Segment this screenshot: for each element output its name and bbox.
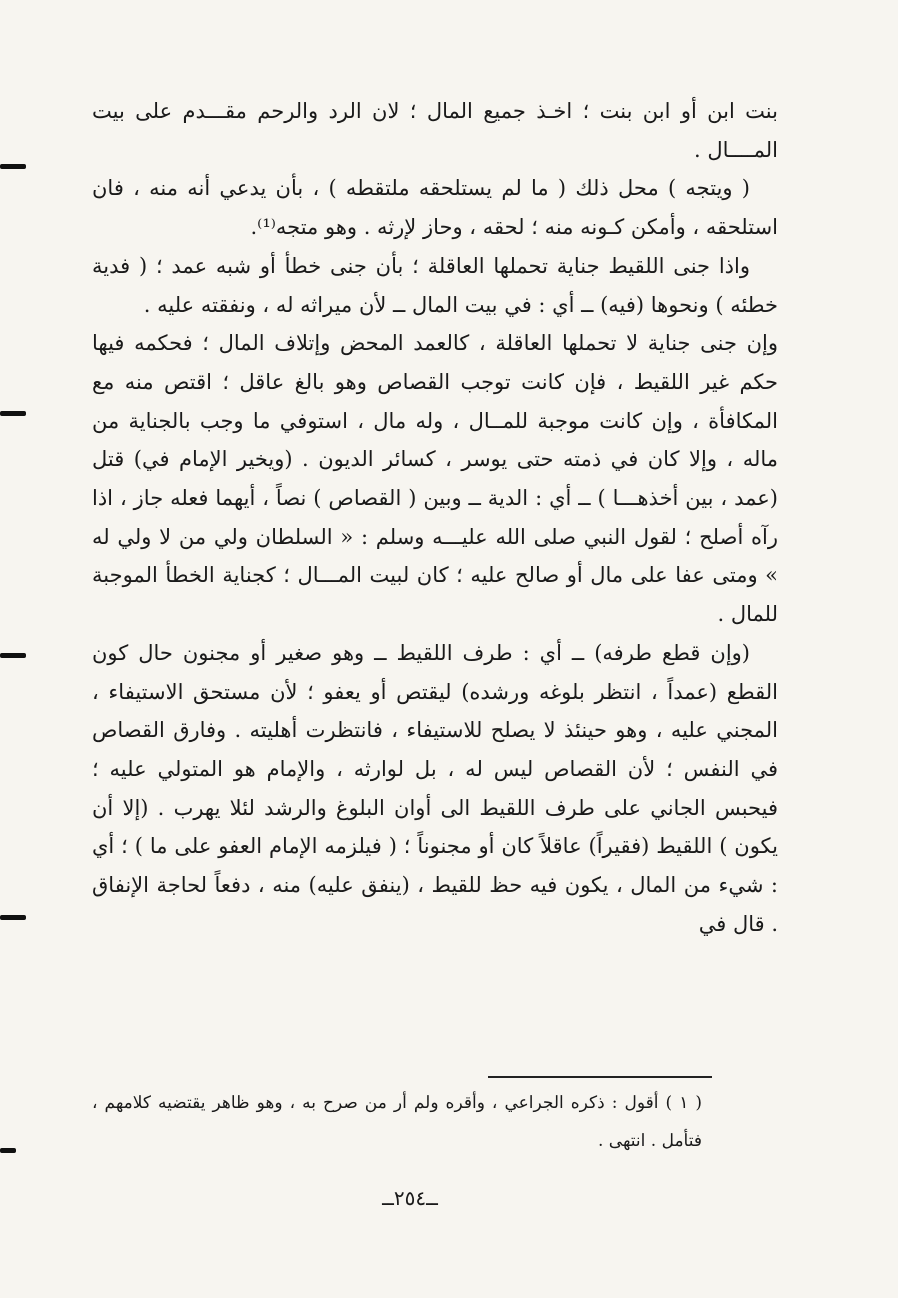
paragraph-1: بنت ابن أو ابن بنت ؛ اخـذ جميع المال ؛ لان الرد والرحم مقـــدم على بيت المــــال . — [92, 99, 778, 162]
paragraph-2: ( ويتجه ) محل ذلك ( ما لم يستلحقه ملتقطه ) ، بأن يدعي أنه منه ، فان استلحقه ، وأمكن كـونه منه ؛ لحقه ، وحاز لإرثه . وهو متجه⁽¹⁾. — [92, 176, 778, 240]
footnote-divider — [488, 1076, 712, 1078]
scan-margin-mark — [0, 915, 26, 920]
scan-margin-mark — [0, 164, 26, 169]
paragraph-5: (وإن قطع طرفه) ــ أي : طرف اللقيط ــ وهو صغير أو مجنون حال كون القطع (عمداً ، انتظر بلوغه ورشده) ليقتص أو يعفو ؛ لأن مستحق الاستيفاء ، المجني عليه ، وهو حينئذ لا يصلح للاستيفاء ، فانتظرت أهليته . وفارق القصاص في النفس ؛ لأن القصاص ليس له ، بل لوارثه ، والإمام هو المتولي عليه ؛ فيحبس الجاني على طرف اللقيط الى أوان البلوغ والرشد لئلا يهرب . (إلا أن يكون ) اللقيط (فقيراً) عاقلاً كان أو مجنوناً ؛ ( فيلزمه الإمام العفو على ما ) ؛ أي : شيء من المال ، يكون فيه حظ للقيط ، (ينفق عليه) منه ، دفعاً لحاجة الإنفاق . قال في — [92, 640, 778, 936]
paragraph-3: واذا جنى اللقيط جناية تحملها العاقلة ؛ بأن جنى خطأ أو شبه عمد ؛ ( فدية خطئه ) ونحوها (فيه) ــ أي : في بيت المال ــ لأن ميراثه له ، ونفقته عليه . — [92, 253, 778, 317]
scan-margin-mark — [0, 1148, 16, 1153]
main-text — [92, 92, 778, 943]
scan-margin-mark — [0, 653, 26, 658]
paragraph-4: وإن جنى جناية لا تحملها العاقلة ، كالعمد المحض وإتلاف المال ؛ فحكمه فيها حكم غير اللقيط ، فإن كانت توجب القصاص وهو بالغ عاقل ؛ اقتص منه مع المكافأة ، وإن كانت موجبة للمــال ، وله مال ، استوفي ما وجب بالجناية من ماله ، وإلا كان في ذمته حتى يوسر ، كسائر الديون . (ويخير الإمام في) قتل (عمد ، بين أخذهـــا ) ــ أي : الدية ــ وبين ( القصاص ) نصاً ، أيهما فعله جاز ، اذا رآه أصلح ؛ لقول النبي صلى الله عليـــه وسلم : « السلطان ولي من لا ولي له » ومتى عفا على مال أو صالح عليه ؛ كان لبيت المـــال ؛ كجناية الخطأ الموجبة للمال . — [92, 331, 778, 627]
footnote: ( ١ ) أقول : ذكره الجراعي ، وأقره ولم أر من صرح به ، وهو ظاهر يقتضيه كلامهم ، فتأمل . انتهى . — [92, 1093, 702, 1151]
page-number: ــ٢٥٤ــ — [382, 1186, 438, 1210]
scan-margin-mark — [0, 411, 26, 416]
